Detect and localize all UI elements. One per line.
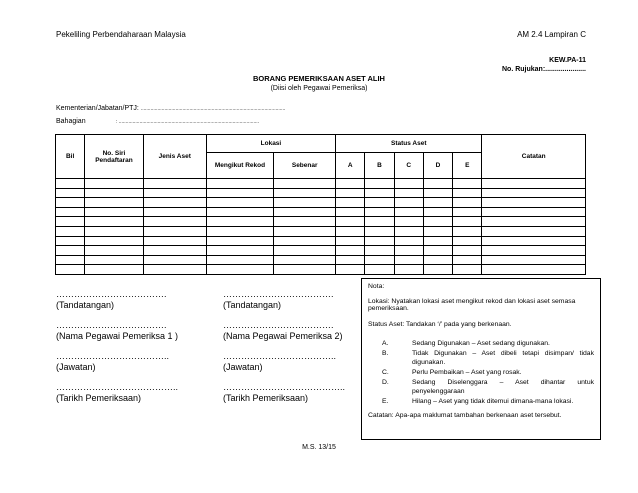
table-cell <box>206 226 274 236</box>
table-cell <box>143 179 206 189</box>
table-cell <box>143 188 206 198</box>
name-label: (Nama Pegawai Pemeriksa 2) <box>223 331 343 341</box>
table-cell <box>423 179 452 189</box>
table-cell <box>394 207 423 217</box>
table-cell <box>336 217 365 227</box>
table-cell <box>56 217 85 227</box>
table-cell <box>394 246 423 256</box>
page-number: M.S. 13/15 <box>302 444 336 451</box>
table-cell <box>336 188 365 198</box>
table-cell <box>85 226 144 236</box>
table-cell <box>336 255 365 265</box>
list-item: D. Sedang Diselenggara – Aset dihantar untuk penyelenggaraan <box>382 379 594 395</box>
table-cell <box>274 246 336 256</box>
table-cell <box>274 255 336 265</box>
table-cell <box>143 236 206 246</box>
table-cell <box>336 236 365 246</box>
date-dots: ………………………………….. <box>56 382 179 392</box>
table-cell <box>453 236 482 246</box>
table-cell <box>143 226 206 236</box>
signature-label: (Tandatangan) <box>56 300 115 310</box>
table-cell <box>453 179 482 189</box>
date-label: (Tarikh Pemeriksaan) <box>56 393 142 403</box>
table-cell <box>143 246 206 256</box>
table-cell <box>423 226 452 236</box>
table-cell <box>365 265 394 275</box>
table-cell <box>56 236 85 246</box>
table-cell <box>482 179 586 189</box>
table-cell <box>482 207 586 217</box>
table-cell <box>394 217 423 227</box>
signature-dots: ………………………………. <box>56 289 167 299</box>
table-cell <box>394 198 423 208</box>
table-cell <box>274 236 336 246</box>
notes-catatan: Catatan: Apa-apa maklumat tambahan berkenaan aset tersebut. <box>368 412 562 419</box>
table-cell <box>336 226 365 236</box>
table-cell <box>365 217 394 227</box>
table-cell <box>56 207 85 217</box>
table-cell <box>394 226 423 236</box>
table-cell <box>336 207 365 217</box>
table-cell <box>56 188 85 198</box>
table-row <box>56 198 586 208</box>
table-cell <box>482 198 586 208</box>
table-cell <box>365 255 394 265</box>
date-dots: ………………………………….. <box>223 382 346 392</box>
position-label: (Jawatan) <box>56 362 96 372</box>
table-cell <box>453 246 482 256</box>
notes-status-intro: Status Aset: Tandakan ‘/’ pada yang berkenaan. <box>368 321 512 328</box>
name-label: (Nama Pegawai Pemeriksa 1 ) <box>56 331 179 341</box>
table-cell <box>56 226 85 236</box>
col-status-b: B <box>365 153 394 179</box>
table-cell <box>482 236 586 246</box>
col-no-siri: No. Siri Pendaftaran <box>85 135 144 179</box>
table-cell <box>206 179 274 189</box>
table-cell <box>206 265 274 275</box>
position-label: (Jawatan) <box>223 362 263 372</box>
col-status-e: E <box>453 153 482 179</box>
table-cell <box>56 198 85 208</box>
table-cell <box>206 217 274 227</box>
table-cell <box>85 179 144 189</box>
table-cell <box>85 265 144 275</box>
table-row <box>56 188 586 198</box>
name-dots: ………………………………. <box>56 320 167 330</box>
col-status-aset: Status Aset <box>336 135 482 153</box>
table-cell <box>394 236 423 246</box>
signature-label: (Tandatangan) <box>223 300 282 310</box>
table-cell <box>85 236 144 246</box>
table-cell <box>274 265 336 275</box>
section-field <box>56 118 259 125</box>
section-value: : ..................................................................................................... <box>115 119 260 125</box>
date-label: (Tarikh Pemeriksaan) <box>223 393 309 403</box>
table-cell <box>336 179 365 189</box>
col-mengikut-rekod: Mengikut Rekod <box>206 153 274 179</box>
table-cell <box>423 255 452 265</box>
notes-box <box>361 278 601 440</box>
table-cell <box>56 255 85 265</box>
table-cell <box>423 207 452 217</box>
table-cell <box>143 217 206 227</box>
table-cell <box>85 188 144 198</box>
header-right: AM 2.4 Lampiran C <box>517 30 586 39</box>
signature-dots: ………………………………. <box>223 289 334 299</box>
col-status-a: A <box>336 153 365 179</box>
table-cell <box>423 246 452 256</box>
table-row <box>56 265 586 275</box>
section-label: Bahagian <box>56 118 86 125</box>
signature-block-1 <box>56 289 178 404</box>
col-bil: Bil <box>56 135 85 179</box>
table-cell <box>482 226 586 236</box>
list-item: B. Tidak Digunakan – Aset dibeli tetapi disimpan/ tidak digunakan. <box>382 350 594 366</box>
table-cell <box>85 198 144 208</box>
col-catatan: Catatan <box>482 135 586 179</box>
table-cell <box>85 207 144 217</box>
table-cell <box>453 265 482 275</box>
table-cell <box>453 226 482 236</box>
ministry-value: ........................................................................................................ <box>140 106 286 112</box>
table-row <box>56 236 586 246</box>
table-cell <box>394 265 423 275</box>
form-code: KEW.PA-11 <box>549 57 586 64</box>
ministry-field <box>56 105 285 112</box>
table-cell <box>365 198 394 208</box>
table-cell <box>365 246 394 256</box>
table-cell <box>85 255 144 265</box>
col-status-d: D <box>423 153 452 179</box>
table-cell <box>453 198 482 208</box>
table-cell <box>423 217 452 227</box>
position-dots: ……………………………….. <box>223 351 337 361</box>
table-cell <box>274 179 336 189</box>
col-lokasi: Lokasi <box>206 135 335 153</box>
table-cell <box>206 246 274 256</box>
col-status-c: C <box>394 153 423 179</box>
table-cell <box>143 207 206 217</box>
table-row <box>56 226 586 236</box>
table-cell <box>336 198 365 208</box>
col-jenis-aset: Jenis Aset <box>143 135 206 179</box>
table-cell <box>365 179 394 189</box>
table-cell <box>394 255 423 265</box>
ministry-label: Kementerian/Jabatan/PTJ: <box>56 105 139 112</box>
col-sebenar: Sebenar <box>274 153 336 179</box>
notes-status-list <box>368 339 594 406</box>
table-cell <box>56 265 85 275</box>
table-cell <box>143 198 206 208</box>
table-row <box>56 246 586 256</box>
table-row <box>56 255 586 265</box>
table-cell <box>206 255 274 265</box>
table-row <box>56 217 586 227</box>
table-cell <box>423 236 452 246</box>
table-row <box>56 207 586 217</box>
table-cell <box>56 246 85 256</box>
table-cell <box>453 255 482 265</box>
table-cell <box>274 217 336 227</box>
table-cell <box>274 226 336 236</box>
table-cell <box>423 265 452 275</box>
signature-block-2 <box>223 289 345 404</box>
table-cell <box>482 188 586 198</box>
position-dots: ……………………………….. <box>56 351 170 361</box>
table-cell <box>274 198 336 208</box>
table-cell <box>206 207 274 217</box>
table-cell <box>394 179 423 189</box>
table-cell <box>143 265 206 275</box>
table-cell <box>482 265 586 275</box>
table-cell <box>274 207 336 217</box>
table-cell <box>336 246 365 256</box>
table-cell <box>274 188 336 198</box>
table-cell <box>143 255 206 265</box>
reference-number: No. Rujukan:..................... <box>501 66 586 73</box>
table-cell <box>365 226 394 236</box>
table-cell <box>365 236 394 246</box>
table-cell <box>482 217 586 227</box>
table-cell <box>85 217 144 227</box>
name-dots: ………………………………. <box>223 320 334 330</box>
table-cell <box>423 188 452 198</box>
form-title: BORANG PEMERIKSAAN ASET ALIH <box>253 74 385 83</box>
list-item: C. Perlu Pembaikan – Aset yang rosak. <box>382 369 522 376</box>
notes-title: Nota: <box>368 283 385 290</box>
table-cell <box>365 188 394 198</box>
table-cell <box>482 255 586 265</box>
table-cell <box>206 188 274 198</box>
list-item: E. Hilang – Aset yang tidak ditemui dimana-mana lokasi. <box>382 398 574 405</box>
inspection-table <box>55 134 586 275</box>
table-cell <box>482 246 586 256</box>
table-cell <box>453 188 482 198</box>
table-cell <box>85 246 144 256</box>
table-cell <box>394 188 423 198</box>
table-cell <box>336 265 365 275</box>
table-cell <box>365 207 394 217</box>
table-cell <box>453 217 482 227</box>
table-cell <box>206 236 274 246</box>
table-cell <box>423 198 452 208</box>
table-cell <box>453 207 482 217</box>
table-cell <box>56 179 85 189</box>
table-row <box>56 179 586 189</box>
table-cell <box>206 198 274 208</box>
list-item: A. Sedang Digunakan – Aset sedang digunakan. <box>382 340 550 347</box>
header-left: Pekeliling Perbendaharaan Malaysia <box>56 30 186 39</box>
form-subtitle: (Diisi oleh Pegawai Pemeriksa) <box>270 85 368 92</box>
notes-lokasi: Lokasi: Nyatakan lokasi aset mengikut rekod dan lokasi aset semasa pemeriksaan. <box>368 298 576 312</box>
